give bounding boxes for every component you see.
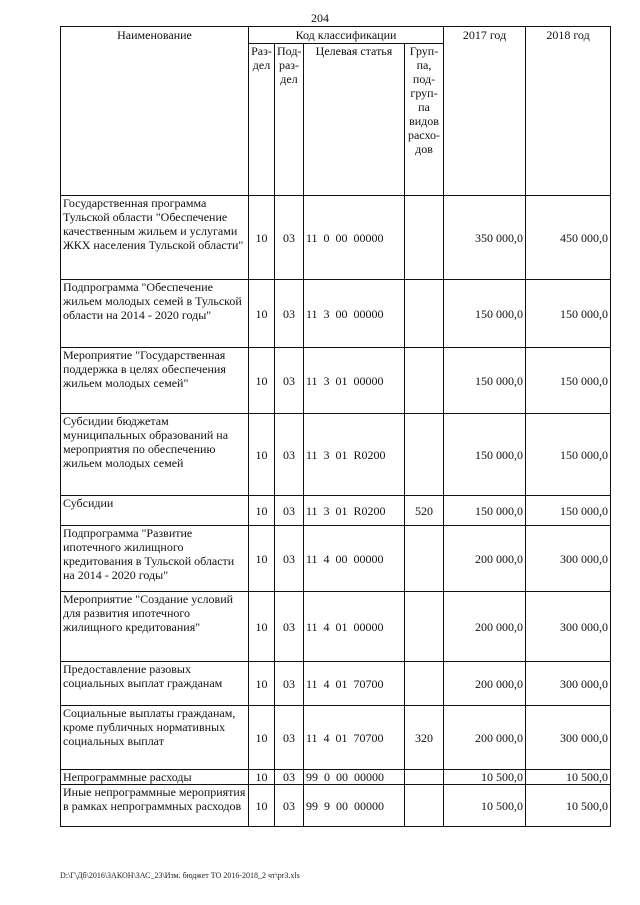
header-name: Наименование [61,27,249,196]
row-name: Субсидии [61,496,249,526]
row-subsection: 03 [275,706,304,770]
row-amount-2017: 200 000,0 [444,706,526,770]
row-section: 10 [249,706,275,770]
row-target-article: 11 3 01 00000 [304,348,405,414]
row-expense-group [405,770,444,785]
header-code-group: Код классификации [249,27,444,44]
header-target-article: Целевая статья [304,44,405,196]
header-year-2017: 2017 год [444,27,526,196]
page-number: 204 [311,11,329,25]
row-name: Подпрограмма "Обеспечение жильем молодых семей в Тульской области на 2014 - 2020 годы" [61,280,249,348]
row-target-article: 11 4 00 00000 [304,526,405,592]
table-row [61,348,611,414]
header-expense-group: Груп- па, под- груп- па видов расхо- дов [405,44,444,196]
row-target-article: 99 9 00 00000 [304,785,405,827]
row-name: Социальные выплаты гражданам, кроме публичных нормативных социальных выплат [61,706,249,770]
row-section: 10 [249,785,275,827]
row-amount-2017: 150 000,0 [444,414,526,496]
row-target-article: 11 4 01 00000 [304,592,405,662]
table-row [61,592,611,662]
row-amount-2018: 10 500,0 [526,770,611,785]
row-section: 10 [249,280,275,348]
row-section: 10 [249,348,275,414]
row-expense-group [405,785,444,827]
row-amount-2018: 150 000,0 [526,348,611,414]
row-amount-2017: 350 000,0 [444,196,526,280]
row-expense-group [405,348,444,414]
row-subsection: 03 [275,592,304,662]
row-section: 10 [249,662,275,706]
row-expense-group [405,592,444,662]
row-amount-2017: 150 000,0 [444,348,526,414]
row-amount-2017: 150 000,0 [444,496,526,526]
table-row [61,414,611,496]
row-subsection: 03 [275,196,304,280]
row-amount-2017: 200 000,0 [444,526,526,592]
row-expense-group [405,526,444,592]
table-row [61,496,611,526]
row-expense-group: 520 [405,496,444,526]
row-subsection: 03 [275,662,304,706]
row-expense-group [405,662,444,706]
row-section: 10 [249,770,275,785]
row-name: Непрограммные расходы [61,770,249,785]
row-expense-group: 320 [405,706,444,770]
row-name: Мероприятие "Государственная поддержка в целях обеспечения жильем молодых семей" [61,348,249,414]
budget-table [60,26,611,827]
row-target-article: 11 3 01 R0200 [304,496,405,526]
table-row [61,706,611,770]
row-section: 10 [249,414,275,496]
row-amount-2018: 150 000,0 [526,496,611,526]
row-name: Предоставление разовых социальных выплат гражданам [61,662,249,706]
row-target-article: 11 0 00 00000 [304,196,405,280]
row-subsection: 03 [275,414,304,496]
row-amount-2017: 200 000,0 [444,592,526,662]
row-amount-2018: 300 000,0 [526,662,611,706]
row-section: 10 [249,592,275,662]
row-expense-group [405,196,444,280]
row-expense-group [405,280,444,348]
row-amount-2018: 450 000,0 [526,196,611,280]
row-amount-2018: 150 000,0 [526,414,611,496]
row-section: 10 [249,526,275,592]
file-path-footer: D:\Г\Дб\2016\ЗАКОН\ЗАС_23\Изм. бюджет ТО 2016-2018_2 чт\pr3.xls [60,871,300,880]
row-amount-2018: 10 500,0 [526,785,611,827]
row-section: 10 [249,496,275,526]
row-amount-2017: 10 500,0 [444,770,526,785]
row-amount-2017: 150 000,0 [444,280,526,348]
row-subsection: 03 [275,785,304,827]
row-name: Мероприятие "Создание условий для развития ипотечного жилищного кредитования" [61,592,249,662]
row-subsection: 03 [275,526,304,592]
header-subsection: Под- раз- дел [275,44,304,196]
row-target-article: 11 4 01 70700 [304,706,405,770]
table-row [61,526,611,592]
row-section: 10 [249,196,275,280]
table-body [61,196,611,827]
row-name: Субсидии бюджетам муниципальных образований на мероприятия по обеспечению жильем молодых семей [61,414,249,496]
row-name: Иные непрограммные мероприятия в рамках непрограммных расходов [61,785,249,827]
table-row [61,280,611,348]
row-amount-2017: 200 000,0 [444,662,526,706]
table-row [61,662,611,706]
row-amount-2017: 10 500,0 [444,785,526,827]
row-amount-2018: 300 000,0 [526,526,611,592]
row-target-article: 11 4 01 70700 [304,662,405,706]
row-amount-2018: 300 000,0 [526,592,611,662]
row-target-article: 99 0 00 00000 [304,770,405,785]
row-amount-2018: 300 000,0 [526,706,611,770]
row-amount-2018: 150 000,0 [526,280,611,348]
table-row [61,785,611,827]
row-target-article: 11 3 01 R0200 [304,414,405,496]
row-subsection: 03 [275,770,304,785]
row-name: Подпрограмма "Развитие ипотечного жилищного кредитования в Тульской области на 2014 - 2020 годы" [61,526,249,592]
row-expense-group [405,414,444,496]
row-target-article: 11 3 00 00000 [304,280,405,348]
header-section: Раз- дел [249,44,275,196]
row-subsection: 03 [275,496,304,526]
header-year-2018: 2018 год [526,27,611,196]
table-row [61,770,611,785]
row-subsection: 03 [275,280,304,348]
table-row [61,196,611,280]
row-name: Государственная программа Тульской области "Обеспечение качественным жильем и услугами ЖКХ населения Тульской области" [61,196,249,280]
row-subsection: 03 [275,348,304,414]
